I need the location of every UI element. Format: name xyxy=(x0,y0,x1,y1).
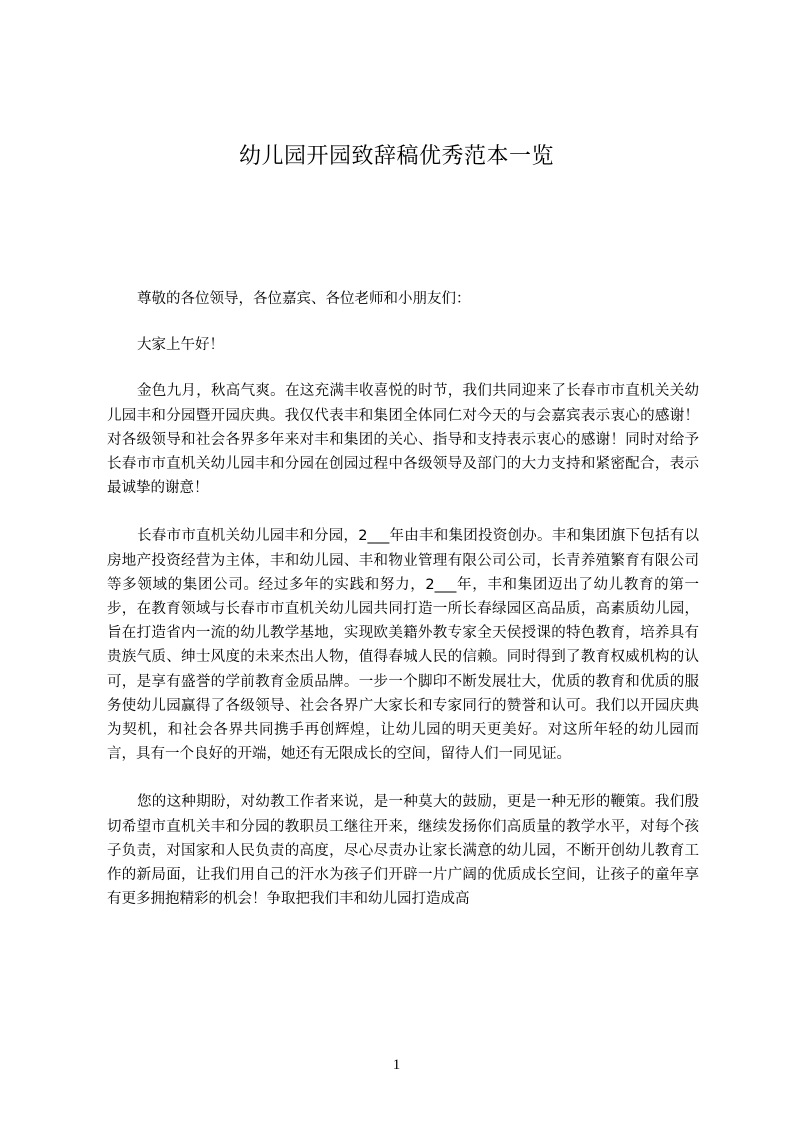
page-number: 1 xyxy=(392,1057,401,1073)
document-title: 幼儿园开园致辞稿优秀范本一览 xyxy=(238,144,554,169)
salutation: 尊敬的各位领导，各位嘉宾、各位老师和小朋友们： xyxy=(137,291,471,307)
document-body xyxy=(107,287,699,935)
greeting: 大家上午好！ xyxy=(137,337,224,354)
paragraph-1: 金色九月，秋高气爽。在这充满丰收喜悦的时节，我们共同迎来了长春市市直机关关幼儿园丰和分园暨开园庆典。我仅代表丰和集团全体同仁对今天的与会嘉宾表示衷心的感谢！对各级领导和社会各界多年来对丰和集团的关心、指导和支持表示衷心的感谢！同时对给予长春市市直机关幼儿园丰和分园在创园过程中各级领导及部门的大力支持和紧密配合，表示最诚挚的谢意！ xyxy=(107,383,699,497)
paragraph-3: 您的这种期盼，对幼教工作者来说，是一种莫大的鼓励，更是一种无形的鞭策。我们殷切希望市直机关丰和分园的教职员工继往开来，继续发扬你们高质量的教学水平，对每个孩子负责，对国家和人民负责的高度，尽心尽责办让家长满意的幼儿园，不断开创幼儿教育工作的新局面，让我们用自己的汗水为孩子们开辟一片广阔的优质成长空间，让孩子的童年享有更多拥抱精彩的机会！争取把我们丰和幼儿园打造成高 xyxy=(107,794,699,908)
paragraph-2: 长春市市直机关幼儿园丰和分园，2___年由丰和集团投资创办。丰和集团旗下包括有以房地产投资经营为主体，丰和幼儿园、丰和物业管理有限公司公司，长青养殖繁育有限公司等多领域的集团公司。经过多年的实践和努力，2___年，丰和集团迈出了幼儿教育的第一步，在教育领域与长春市市直机关幼儿园共同打造一所长春绿园区高品质，高素质幼儿园，旨在打造省内一流的幼儿教学基地，实现欧美籍外教专家全天侯授课的特色教育，培养具有贵族气质、绅士风度的未来杰出人物，值得春城人民的信赖。同时得到了教育权威机构的认可，是享有盛誉的学前教育金质品牌。一步一个脚印不断发展壮大，优质的教育和优质的服务使幼儿园赢得了各级领导、社会各界广大家长和专家同行的赞誉和认可。我们以开园庆典为契机，和社会各界共同携手再创辉煌，让幼儿园的明天更美好。对这所年轻的幼儿园而言，具有一个良好的开端，她还有无限成长的空间，留待人们一同见证。 xyxy=(107,528,699,763)
